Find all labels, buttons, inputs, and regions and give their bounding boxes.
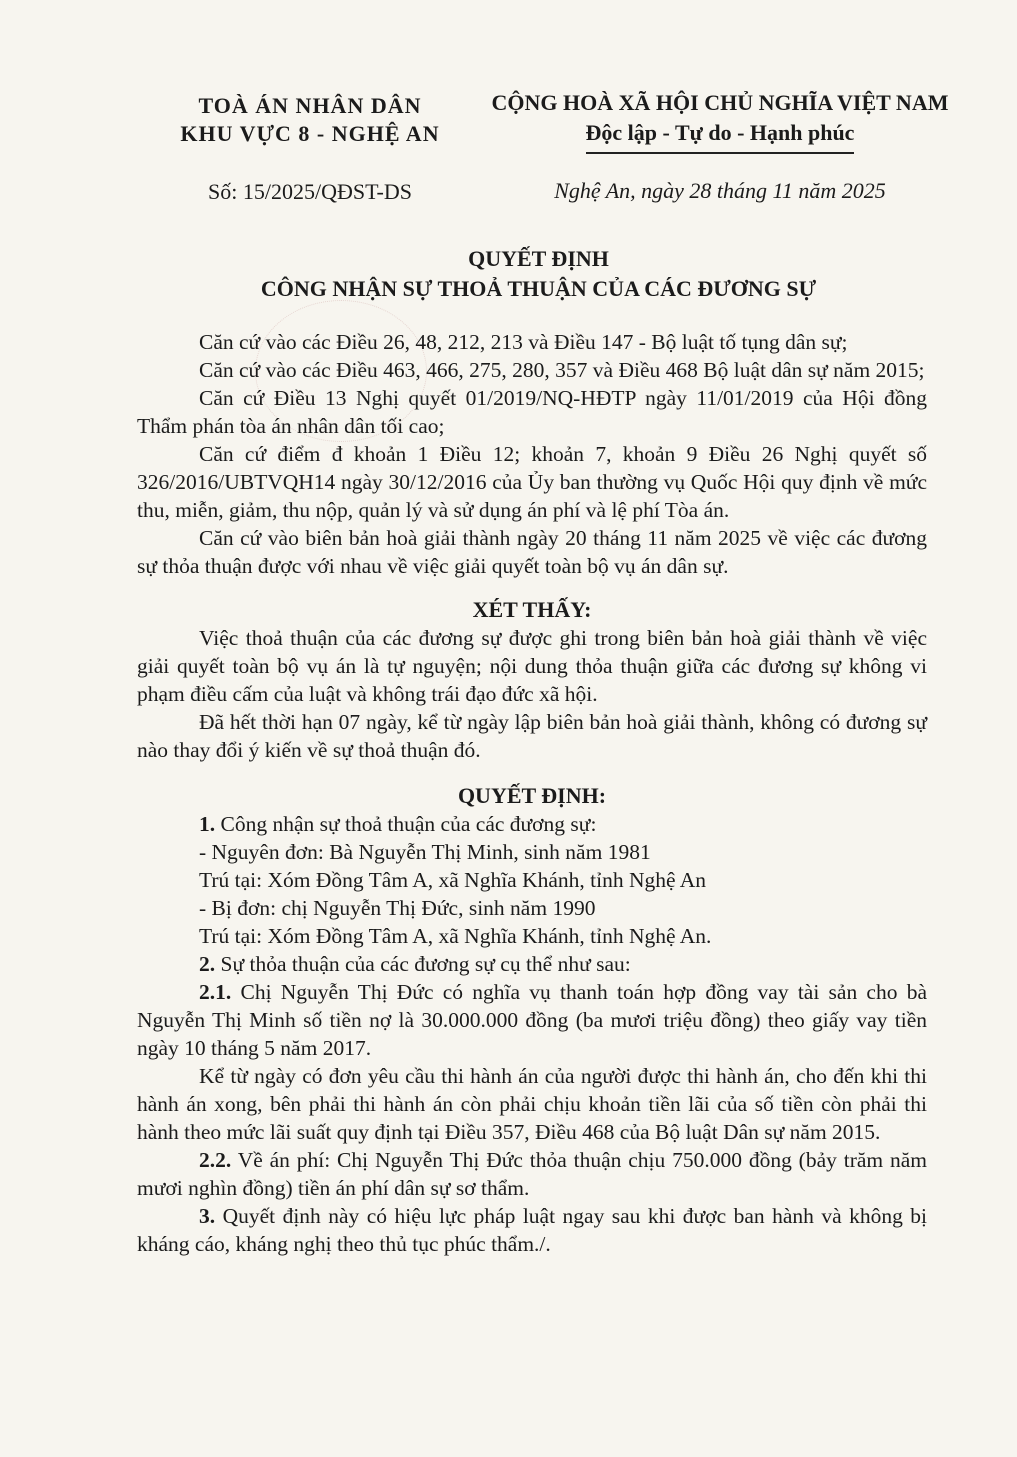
decision-item-2-2: [137, 1146, 927, 1202]
item-text: Quyết định này có hiệu lực pháp luật ngay sau khi được ban hành và không bị kháng cáo, kháng nghị theo thủ tục phúc thẩm./.: [137, 1204, 927, 1256]
item-number: 2.2.: [199, 1148, 232, 1172]
decision-item-2-1: [137, 978, 927, 1062]
decision-number: Số: 15/2025/QĐST-DS: [208, 179, 412, 204]
decision-item-1: [137, 810, 927, 838]
findings-paragraph-2: Đã hết thời hạn 07 ngày, kể từ ngày lập biên bản hoà giải thành, không có đương sự nào thay đổi ý kiến về sự thoả thuận đó.: [137, 710, 927, 762]
item-number: 2.: [199, 952, 216, 976]
legal-basis-1: Căn cứ vào các Điều 26, 48, 212, 213 và Điều 147 - Bộ luật tố tụng dân sự;: [199, 330, 848, 354]
legal-basis-4: Căn cứ điểm đ khoản 1 Điều 12; khoản 7, khoản 9 Điều 26 Nghị quyết số 326/2016/UBTVQH14 ngày 30/12/2016 của Ủy ban thường vụ Quốc Hội quy định về mức thu, miễn, giảm, thu nộp, quản lý và sử dụng án phí và lệ phí Tòa án.: [137, 442, 927, 522]
decision-item-2: [137, 950, 927, 978]
item-number: 3.: [199, 1204, 216, 1228]
legal-basis-2: Căn cứ vào các Điều 463, 466, 275, 280, 357 và Điều 468 Bộ luật dân sự năm 2015;: [199, 358, 925, 382]
title-line-2: CÔNG NHẬN SỰ THOẢ THUẬN CỦA CÁC ĐƯƠNG SỰ: [260, 276, 817, 301]
legal-basis-3: Căn cứ Điều 13 Nghị quyết 01/2019/NQ-HĐTP ngày 11/01/2019 của Hội đồng Thẩm phán tòa án nhân dân tối cao;: [137, 386, 927, 438]
legal-basis-5: Căn cứ vào biên bản hoà giải thành ngày 20 tháng 11 năm 2025 về việc các đương sự thỏa thuận được với nhau về việc giải quyết toàn bộ vụ án dân sự.: [137, 526, 927, 578]
national-header: [470, 88, 970, 206]
item-number: 1.: [199, 812, 216, 836]
court-header: [160, 92, 460, 206]
item-text: Công nhận sự thoả thuận của các đương sự:: [215, 812, 597, 836]
decision-heading: QUYẾT ĐỊNH:: [457, 783, 607, 808]
defendant-line: - Bị đơn: chị Nguyễn Thị Đức, sinh năm 1990: [199, 896, 596, 920]
findings-paragraph-1: Việc thoả thuận của các đương sự được ghi trong biên bản hoà giải thành về việc giải quyết toàn bộ vụ án là tự nguyện; nội dung thỏa thuận giữa các đương sự không vi phạm điều cấm của luật và không trái đạo đức xã hội.: [137, 626, 927, 706]
court-region: KHU VỰC 8 - NGHỆ AN: [180, 121, 440, 146]
plaintiff-address: Trú tại: Xóm Đồng Tâm A, xã Nghĩa Khánh, tỉnh Nghệ An: [199, 868, 707, 892]
document-title: [0, 244, 1017, 304]
document-body: [137, 328, 927, 1258]
issue-date: Nghệ An, ngày 28 tháng 11 năm 2025: [554, 178, 886, 203]
interest-paragraph: Kể từ ngày có đơn yêu cầu thi hành án của người được thi hành án, cho đến khi thi hành án xong, bên phải thi hành án còn phải chịu khoản tiền lãi của số tiền còn phải thi hành theo mức lãi suất quy định tại Điều 357, Điều 468 của Bộ luật Dân sự năm 2015.: [137, 1064, 927, 1144]
defendant-address: Trú tại: Xóm Đồng Tâm A, xã Nghĩa Khánh, tỉnh Nghệ An.: [199, 924, 712, 948]
decision-item-3: [137, 1202, 927, 1258]
national-motto: Độc lập - Tự do - Hạnh phúc: [586, 118, 855, 154]
item-text: Sự thỏa thuận của các đương sự cụ thể như sau:: [215, 952, 631, 976]
item-text: Về án phí: Chị Nguyễn Thị Đức thỏa thuận chịu 750.000 đồng (bảy trăm năm mươi nghìn đồng) tiền án phí dân sự sơ thẩm.: [137, 1148, 927, 1200]
title-line-1: QUYẾT ĐỊNH: [468, 246, 609, 271]
findings-heading: XÉT THẤY:: [472, 597, 592, 622]
plaintiff-line: - Nguyên đơn: Bà Nguyễn Thị Minh, sinh năm 1981: [199, 840, 651, 864]
item-number: 2.1.: [199, 980, 232, 1004]
item-text: Chị Nguyễn Thị Đức có nghĩa vụ thanh toán hợp đồng vay tài sản cho bà Nguyễn Thị Minh số tiền nợ là 30.000.000 đồng (ba mươi triệu đồng) theo giấy vay tiền ngày 10 tháng 5 năm 2017.: [137, 980, 927, 1060]
court-name: TOÀ ÁN NHÂN DÂN: [198, 93, 422, 118]
country-name: CỘNG HOÀ XÃ HỘI CHỦ NGHĨA VIỆT NAM: [491, 90, 949, 115]
